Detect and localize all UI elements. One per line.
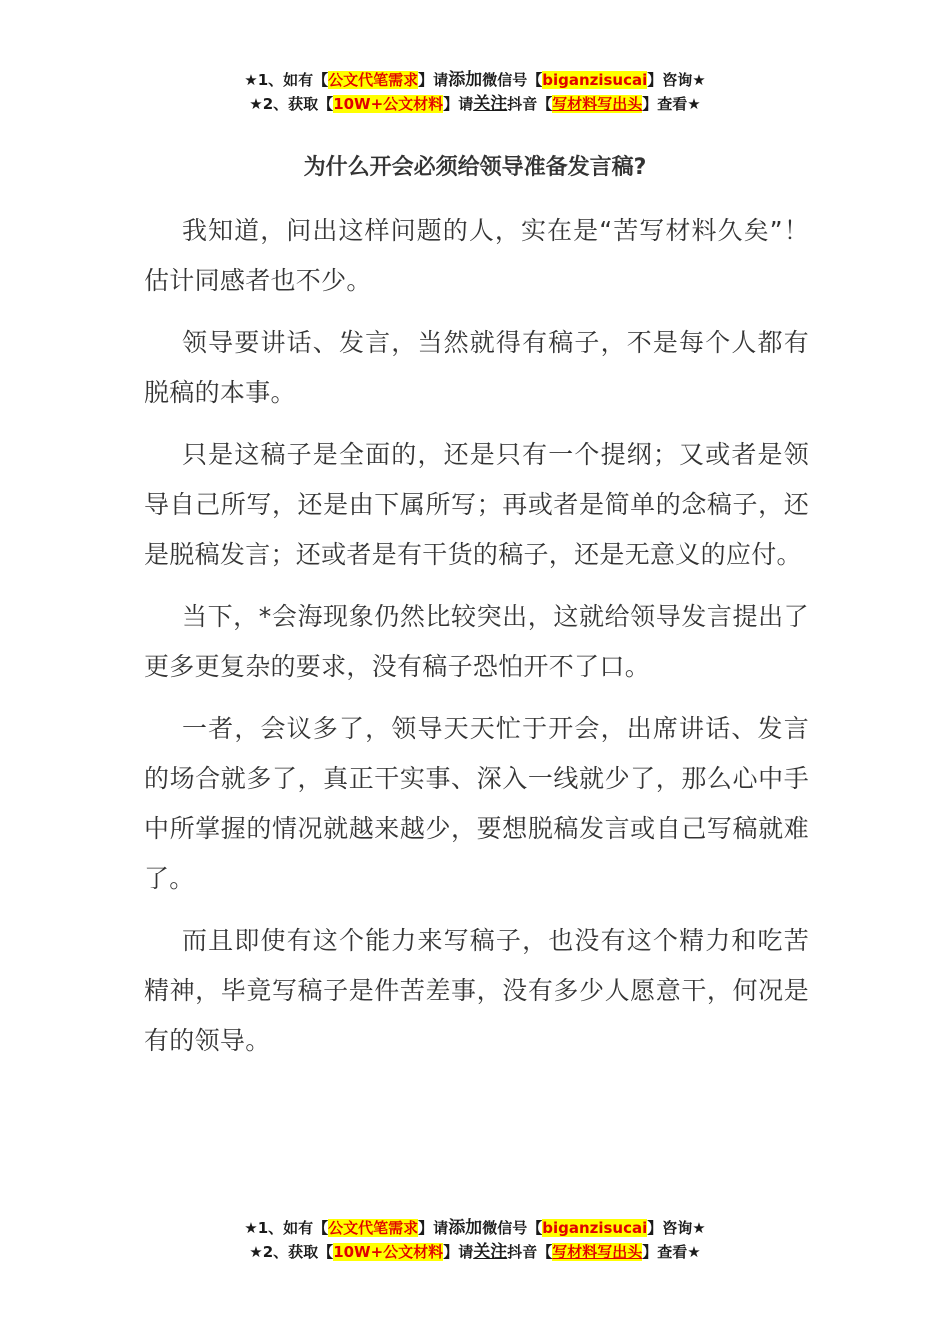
- banner-line-2: [0, 92, 950, 116]
- banner-emphasis: 添加: [448, 1218, 483, 1238]
- banner-text: 】咨询★: [647, 1219, 706, 1237]
- banner-emphasis: 关注: [473, 94, 508, 114]
- banner-line-1: [0, 1216, 950, 1240]
- paragraph: 一者，会议多了，领导天天忙于开会，出席讲话、发言的场合就多了，真正干实事、深入一线就少了，那么心中手中所掌握的情况就越来越少，要想脱稿发言或自己写稿就难了。: [144, 714, 809, 893]
- banner-line-1: [0, 68, 950, 92]
- banner-highlight: 写材料写出头: [552, 95, 643, 113]
- banner-text: 抖音【: [507, 95, 553, 113]
- document-title: 为什么开会必须给领导准备发言稿?: [303, 155, 647, 180]
- banner-highlight: biganzisucai: [542, 1219, 648, 1237]
- banner-text: 】咨询★: [647, 71, 706, 89]
- banner-line-2: [0, 1240, 950, 1264]
- paragraph: 而且即使有这个能力来写稿子，也没有这个精力和吃苦精神，毕竟写稿子是件苦差事，没有多少人愿意干，何况是有的领导。: [144, 926, 809, 1055]
- banner-text: 】请: [418, 71, 449, 89]
- header-banner: [0, 68, 950, 116]
- paragraph: 只是这稿子是全面的，还是只有一个提纲；又或者是领导自己所写，还是由下属所写；再或者是简单的念稿子，还是脱稿发言；还或者是有干货的稿子，还是无意义的应付。: [144, 440, 809, 569]
- banner-text: ★2、获取【: [249, 95, 334, 113]
- paragraph: 当下，*会海现象仍然比较突出，这就给领导发言提出了更多更复杂的要求，没有稿子恐怕开不了口。: [144, 602, 809, 681]
- footer-banner: [0, 1216, 950, 1264]
- paragraph: 领导要讲话、发言，当然就得有稿子，不是每个人都有脱稿的本事。: [144, 328, 809, 407]
- banner-highlight: 10W+公文材料: [333, 95, 444, 113]
- banner-text: 】请: [443, 1243, 474, 1261]
- banner-highlight: biganzisucai: [542, 71, 648, 89]
- banner-text: ★1、如有【: [244, 71, 329, 89]
- banner-text: 】请: [443, 95, 474, 113]
- banner-emphasis: 关注: [473, 1242, 508, 1262]
- banner-text: 微信号【: [482, 1219, 543, 1237]
- paragraph: 我知道，问出这样问题的人，实在是“苦写材料久矣”！估计同感者也不少。: [144, 216, 809, 295]
- banner-text: 抖音【: [507, 1243, 553, 1261]
- document-body: [144, 206, 809, 1078]
- banner-text: 】查看★: [642, 1243, 701, 1261]
- banner-text: 微信号【: [482, 71, 543, 89]
- banner-text: ★1、如有【: [244, 1219, 329, 1237]
- banner-highlight: 公文代笔需求: [328, 1219, 419, 1237]
- banner-text: 】请: [418, 1219, 449, 1237]
- banner-highlight: 写材料写出头: [552, 1243, 643, 1261]
- banner-text: 】查看★: [642, 95, 701, 113]
- banner-highlight: 10W+公文材料: [333, 1243, 444, 1261]
- banner-emphasis: 添加: [448, 70, 483, 90]
- banner-text: ★2、获取【: [249, 1243, 334, 1261]
- banner-highlight: 公文代笔需求: [328, 71, 419, 89]
